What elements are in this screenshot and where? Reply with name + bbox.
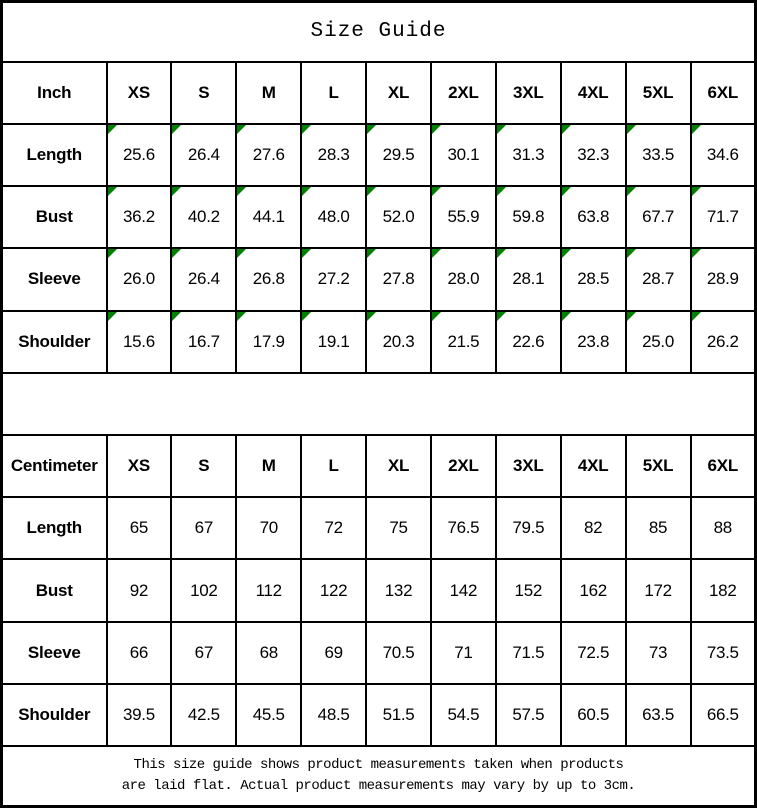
measurement-cell: 79.5 [496, 497, 561, 559]
size-header-5xl: 5XL [626, 62, 691, 124]
size-header-s: S [171, 62, 236, 124]
measurement-cell: 17.9 [236, 311, 301, 373]
measurement-cell: 69 [301, 622, 366, 684]
measurement-cell: 26.4 [171, 248, 236, 310]
row-label-length: Length [2, 497, 107, 559]
measurement-cell: 72.5 [561, 622, 626, 684]
size-header-xs: XS [107, 62, 172, 124]
measurement-cell: 63.8 [561, 186, 626, 248]
measurement-cell: 57.5 [496, 684, 561, 746]
inch-row-shoulder [2, 311, 756, 373]
measurement-cell: 67 [171, 622, 236, 684]
measurement-cell: 54.5 [431, 684, 496, 746]
measurement-cell: 73.5 [691, 622, 756, 684]
footer-note-line1: This size guide shows product measurements taken when products [133, 757, 624, 774]
measurement-cell: 40.2 [171, 186, 236, 248]
spacer [2, 373, 756, 435]
size-header-2xl: 2XL [431, 62, 496, 124]
measurement-cell: 73 [626, 622, 691, 684]
measurement-cell: 76.5 [431, 497, 496, 559]
measurement-cell: 16.7 [171, 311, 236, 373]
measurement-cell: 71.5 [496, 622, 561, 684]
measurement-cell: 36.2 [107, 186, 172, 248]
row-label-shoulder: Shoulder [2, 684, 107, 746]
measurement-cell: 23.8 [561, 311, 626, 373]
measurement-cell: 59.8 [496, 186, 561, 248]
measurement-cell: 26.0 [107, 248, 172, 310]
measurement-cell: 70 [236, 497, 301, 559]
measurement-cell: 29.5 [366, 124, 431, 186]
measurement-cell: 26.2 [691, 311, 756, 373]
cm-row-length [2, 497, 756, 559]
measurement-cell: 88 [691, 497, 756, 559]
measurement-cell: 182 [691, 559, 756, 621]
size-header-3xl: 3XL [496, 62, 561, 124]
measurement-cell: 102 [171, 559, 236, 621]
footer-note-line2: are laid flat. Actual product measurements may vary by up to 3cm. [121, 778, 636, 795]
measurement-cell: 31.3 [496, 124, 561, 186]
size-header-3xl: 3XL [496, 435, 561, 497]
row-label-sleeve: Sleeve [2, 248, 107, 310]
size-header-xs: XS [107, 435, 172, 497]
measurement-cell: 28.5 [561, 248, 626, 310]
measurement-cell: 27.6 [236, 124, 301, 186]
measurement-cell: 27.2 [301, 248, 366, 310]
measurement-cell: 52.0 [366, 186, 431, 248]
measurement-cell: 19.1 [301, 311, 366, 373]
measurement-cell: 67.7 [626, 186, 691, 248]
measurement-cell: 26.8 [236, 248, 301, 310]
row-label-length: Length [2, 124, 107, 186]
cm-unit-header: Centimeter [2, 435, 107, 497]
cm-header-row [2, 435, 756, 497]
measurement-cell: 32.3 [561, 124, 626, 186]
inch-header-row [2, 62, 756, 124]
size-header-4xl: 4XL [561, 435, 626, 497]
measurement-cell: 85 [626, 497, 691, 559]
row-label-shoulder: Shoulder [2, 311, 107, 373]
size-header-m: M [236, 62, 301, 124]
measurement-cell: 66 [107, 622, 172, 684]
spacer-row [2, 373, 756, 435]
measurement-cell: 60.5 [561, 684, 626, 746]
measurement-cell: 152 [496, 559, 561, 621]
measurement-cell: 28.9 [691, 248, 756, 310]
size-header-6xl: 6XL [691, 435, 756, 497]
measurement-cell: 21.5 [431, 311, 496, 373]
inch-row-length [2, 124, 756, 186]
inch-unit-header: Inch [2, 62, 107, 124]
measurement-cell: 45.5 [236, 684, 301, 746]
title-row [2, 2, 756, 62]
measurement-cell: 75 [366, 497, 431, 559]
measurement-cell: 72 [301, 497, 366, 559]
measurement-cell: 92 [107, 559, 172, 621]
measurement-cell: 112 [236, 559, 301, 621]
measurement-cell: 71.7 [691, 186, 756, 248]
measurement-cell: 42.5 [171, 684, 236, 746]
measurement-cell: 142 [431, 559, 496, 621]
measurement-cell: 48.0 [301, 186, 366, 248]
size-header-6xl: 6XL [691, 62, 756, 124]
measurement-cell: 70.5 [366, 622, 431, 684]
measurement-cell: 44.1 [236, 186, 301, 248]
measurement-cell: 33.5 [626, 124, 691, 186]
measurement-cell: 28.0 [431, 248, 496, 310]
measurement-cell: 132 [366, 559, 431, 621]
measurement-cell: 122 [301, 559, 366, 621]
measurement-cell: 65 [107, 497, 172, 559]
measurement-cell: 30.1 [431, 124, 496, 186]
row-label-sleeve: Sleeve [2, 622, 107, 684]
measurement-cell: 28.7 [626, 248, 691, 310]
measurement-cell: 63.5 [626, 684, 691, 746]
measurement-cell: 68 [236, 622, 301, 684]
measurement-cell: 15.6 [107, 311, 172, 373]
cm-row-sleeve [2, 622, 756, 684]
measurement-cell: 55.9 [431, 186, 496, 248]
measurement-cell: 28.1 [496, 248, 561, 310]
row-label-bust: Bust [2, 559, 107, 621]
size-header-xl: XL [366, 435, 431, 497]
measurement-cell: 28.3 [301, 124, 366, 186]
footer-note [2, 746, 756, 806]
measurement-cell: 25.6 [107, 124, 172, 186]
measurement-cell: 34.6 [691, 124, 756, 186]
row-label-bust: Bust [2, 186, 107, 248]
inch-row-sleeve [2, 248, 756, 310]
size-header-5xl: 5XL [626, 435, 691, 497]
inch-row-bust [2, 186, 756, 248]
size-header-4xl: 4XL [561, 62, 626, 124]
measurement-cell: 20.3 [366, 311, 431, 373]
cm-row-shoulder [2, 684, 756, 746]
size-header-m: M [236, 435, 301, 497]
measurement-cell: 48.5 [301, 684, 366, 746]
size-header-s: S [171, 435, 236, 497]
measurement-cell: 27.8 [366, 248, 431, 310]
size-header-l: L [301, 62, 366, 124]
measurement-cell: 22.6 [496, 311, 561, 373]
measurement-cell: 51.5 [366, 684, 431, 746]
measurement-cell: 82 [561, 497, 626, 559]
page-title: Size Guide [2, 2, 756, 62]
measurement-cell: 162 [561, 559, 626, 621]
size-header-xl: XL [366, 62, 431, 124]
footer-row [2, 746, 756, 806]
measurement-cell: 66.5 [691, 684, 756, 746]
measurement-cell: 39.5 [107, 684, 172, 746]
measurement-cell: 172 [626, 559, 691, 621]
measurement-cell: 26.4 [171, 124, 236, 186]
measurement-cell: 25.0 [626, 311, 691, 373]
size-header-l: L [301, 435, 366, 497]
measurement-cell: 71 [431, 622, 496, 684]
measurement-cell: 67 [171, 497, 236, 559]
cm-row-bust [2, 559, 756, 621]
size-header-2xl: 2XL [431, 435, 496, 497]
